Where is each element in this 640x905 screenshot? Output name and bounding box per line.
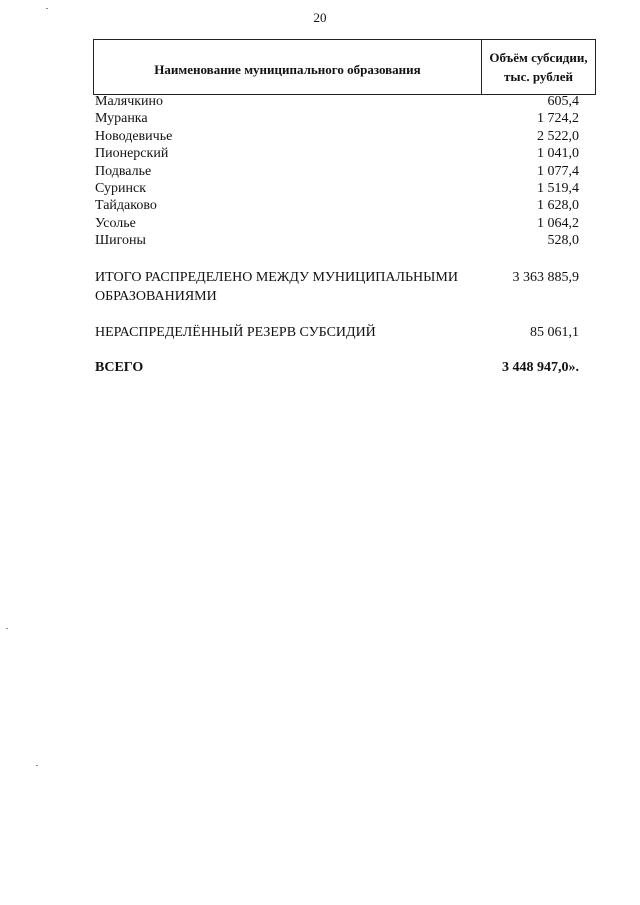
municipality-name: Суринск [95,180,146,196]
subsidy-value: 2 522,0 [537,128,579,144]
distributed-total-value: 3 363 885,9 [512,270,579,285]
subsidy-value: 1 628,0 [537,198,579,214]
distributed-total-label: ИТОГО РАСПРЕДЕЛЕНО МЕЖДУ МУНИЦИПАЛЬНЫМИ ОБРАЗОВАНИЯМИ [95,270,458,304]
reserve-value: 85 061,1 [530,325,579,340]
municipality-name: Муранка [95,111,148,127]
table-row [95,128,595,145]
table-row [95,145,595,162]
scan-speck [6,628,8,629]
subsidy-value: 605,4 [547,94,579,109]
subsidy-value: 1 077,4 [537,163,579,179]
municipality-name: Малячкино [95,94,164,109]
municipality-name: Новодевичье [95,128,173,144]
table-row [95,232,595,249]
subsidy-value: 1 724,2 [537,111,579,127]
table-row [95,163,595,180]
municipality-name: Усолье [95,215,136,231]
table-row [95,110,595,127]
subsidy-value: 1 041,0 [537,146,579,162]
municipality-name: Шигоны [95,233,146,249]
reserve-row [95,323,595,342]
page-number: 20 [313,10,327,25]
reserve-label: НЕРАСПРЕДЕЛЁННЫЙ РЕЗЕРВ СУБСИДИЙ [95,325,376,340]
distributed-total-row [95,268,595,306]
subsidy-value: 1 519,4 [537,180,579,196]
column-header-name: Наименование муниципального образования [154,62,421,77]
grand-total-label: ВСЕГО [95,360,144,375]
table-row [95,197,595,214]
table-body [95,93,595,250]
table-row [95,93,595,110]
scan-speck [36,765,38,766]
subsidy-value: 1 064,2 [537,215,579,231]
subsidy-value: 528,0 [547,233,579,249]
municipality-name: Подвалье [95,163,152,179]
municipality-name: Пионерский [95,146,169,162]
municipality-name: Тайдаково [95,198,157,214]
table-header [93,39,596,95]
grand-total-row [95,358,595,377]
grand-total-value: 3 448 947,0». [502,360,579,375]
scan-speck [46,8,48,9]
table-row [95,180,595,197]
table-row [95,215,595,232]
column-header-volume: Объём субсидии, тыс. рублей [481,40,595,94]
